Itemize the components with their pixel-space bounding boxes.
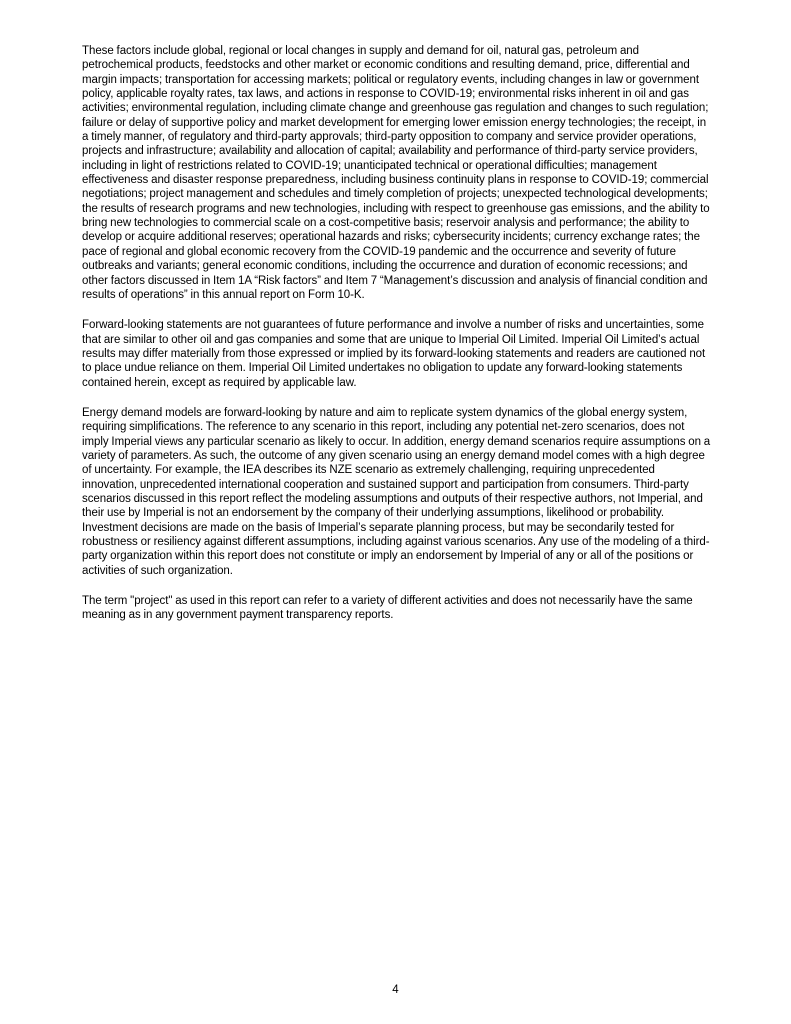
paragraph-risk-factors: These factors include global, regional or local changes in supply and demand for oil, natural gas, petroleum and petrochemical products, feedstocks and other market or economic conditions and resulting demand, price, differential and margin impacts; transportation for accessing markets; political or regulatory events, including changes in law or government policy, applicable royalty rates, tax laws, and actions in response to COVID-19; environmental risks inherent in oil and gas activities; environmental regulation, including climate change and greenhouse gas regulation and changes to such regulation; failure or delay of supportive policy and market development for emerging lower emission energy technologies; the receipt, in a timely manner, of regulatory and third-party approvals; third-party opposition to company and service provider operations, projects and infrastructure; availability and allocation of capital; availability and performance of third-party service providers, including in light of restrictions related to COVID-19; unanticipated technical or operational difficulties; management effectiveness and disaster response preparedness, including business continuity plans in response to COVID-19; commercial negotiations; project management and schedules and timely completion of projects; unexpected technological developments; the results of research programs and new technologies, including with respect to greenhouse gas emissions, and the ability to bring new technologies to commercial scale on a cost-competitive basis; reservoir analysis and performance; the ability to develop or acquire additional reserves; operational hazards and risks; cybersecurity incidents; currency exchange rates; the pace of regional and global economic recovery from the COVID-19 pandemic and the occurrence and severity of future outbreaks and variants; general economic conditions, including the occurrence and duration of economic recessions; and other factors discussed in Item 1A “Risk factors” and Item 7 “Management’s discussion and analysis of financial condition and results of operations” in this annual report on Form 10-K. bbox=[82, 45, 710, 301]
paragraph-forward-looking-statements: Forward-looking statements are not guarantees of future performance and involve a number of risks and uncertainties, some that are similar to other oil and gas companies and some that are unique to Imperial Oil Limited. Imperial Oil Limited’s actual results may differ materially from those expressed or implied by its forward-looking statements and readers are cautioned not to place undue reliance on them. Imperial Oil Limited undertakes no obligation to update any forward-looking statements contained herein, except as required by applicable law. bbox=[82, 319, 706, 389]
page-body bbox=[82, 44, 712, 639]
paragraph-energy-demand-models: Energy demand models are forward-looking by nature and aim to replicate system dynamics of the global energy system, requiring simplifications. The reference to any scenario in this report, including any potential net-zero scenarios, does not imply Imperial views any particular scenario as likely to occur. In addition, energy demand scenarios require assumptions on a variety of parameters. As such, the outcome of any given scenario using an energy demand model comes with a high degree of uncertainty. For example, the IEA describes its NZE scenario as extremely challenging, requiring unprecedented innovation, unprecedented international cooperation and sustained support and participation from consumers. Third-party scenarios discussed in this report reflect the modeling assumptions and outputs of their respective authors, not Imperial, and their use by Imperial is not an endorsement by the company of their underlying assumptions, likelihood or probability. Investment decisions are made on the basis of Imperial’s separate planning process, but may be secondarily tested for robustness or resiliency against different assumptions, including against various scenarios. Any use of the modeling of a third-party organization within this report does not constitute or imply an endorsement by Imperial of any or all of the positions or activities of such organization. bbox=[82, 406, 711, 577]
page-number: 4 bbox=[392, 984, 399, 996]
paragraph-project-term: The term "project" as used in this report can refer to a variety of different activities and does not necessarily have the same meaning as in any government payment transparency reports. bbox=[82, 595, 693, 622]
